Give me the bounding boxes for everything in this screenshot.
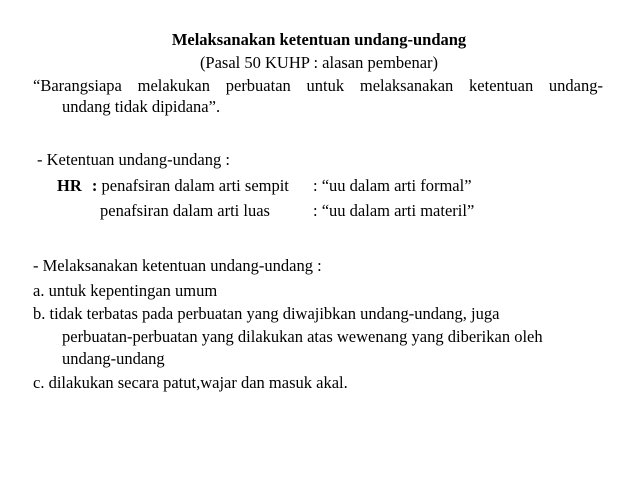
hr-colon: : (91, 176, 98, 195)
list-item-c: c. dilakukan secara patut,wajar dan masuk akal. (33, 373, 348, 392)
slide-title: Melaksanakan ketentuan undang-undang (171, 30, 467, 49)
list-item-b-line-3: undang-undang (62, 349, 165, 368)
hr-row1-left: penafsiran dalam arti sempit (101, 176, 289, 195)
hr-row1-right: : “uu dalam arti formal” (313, 176, 472, 195)
quote-line-1: “Barangsiapa melakukan perbuatan untuk melaksanakan ketentuan undang- (33, 76, 603, 95)
list-item-b-line-2: perbuatan-perbuatan yang dilakukan atas wewenang yang diberikan oleh (62, 327, 543, 346)
list-item-a: a. untuk kepentingan umum (33, 281, 218, 300)
melaksanakan-heading: - Melaksanakan ketentuan undang-undang : (33, 256, 322, 275)
list-item-b-line-1: b. tidak terbatas pada perbuatan yang diwajibkan undang-undang, juga (33, 304, 500, 323)
hr-row2-right: : “uu dalam arti materil” (313, 201, 475, 220)
hr-row2-left: penafsiran dalam arti luas (100, 201, 270, 220)
ketentuan-heading: - Ketentuan undang-undang : (37, 150, 230, 169)
slide-subtitle: (Pasal 50 KUHP : alasan pembenar) (199, 53, 439, 72)
hr-row-1 (57, 176, 289, 196)
quote-line-2: undang tidak dipidana”. (62, 97, 221, 116)
hr-label: HR (57, 176, 82, 195)
